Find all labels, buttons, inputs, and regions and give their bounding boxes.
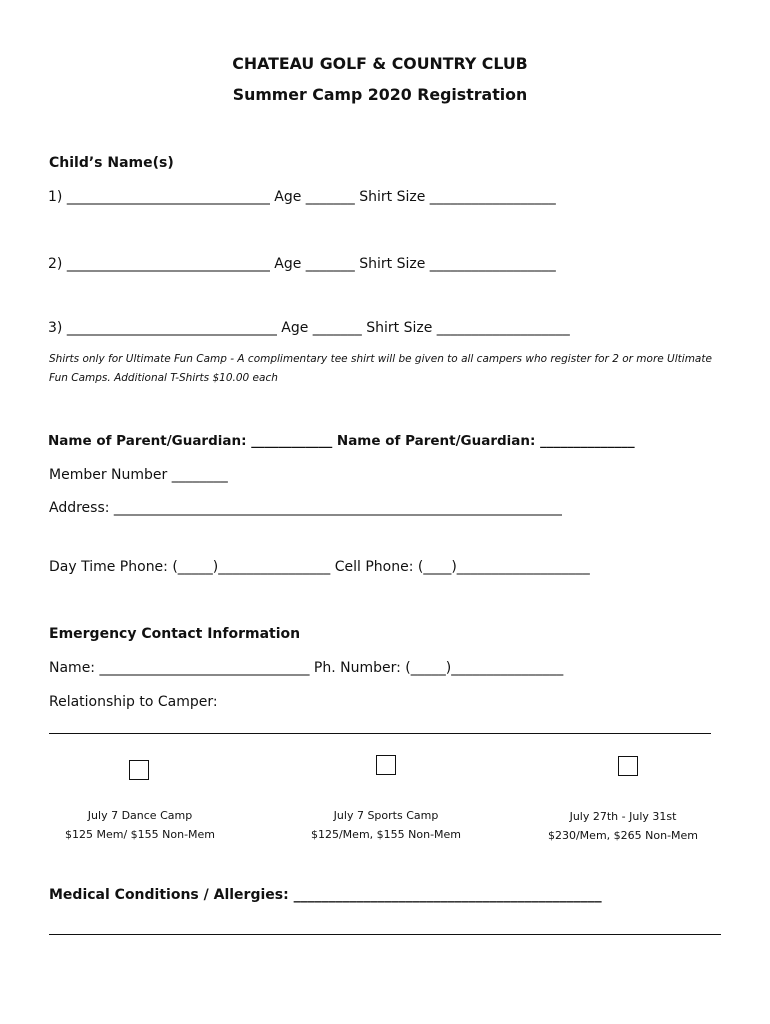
member-number-field[interactable]: Member Number ________ (49, 467, 228, 483)
camp-sports (286, 806, 486, 844)
club-title: CHATEAU GOLF & COUNTRY CLUB (232, 54, 528, 73)
camp-dance (40, 806, 240, 844)
child-names-heading: Child’s Name(s) (49, 155, 174, 171)
emergency-name-field[interactable]: Name: ______________________________ Ph. Number: (_____)________________ (49, 660, 564, 676)
address-field[interactable]: Address: ________________________________________________________________ (49, 500, 562, 516)
camp-sports-name: July 7 Sports Camp (333, 809, 439, 822)
camp-july-27-price: $230/Mem, $265 Non-Mem (547, 829, 699, 842)
sports-camp-checkbox[interactable] (376, 755, 396, 775)
camp-july-27-name: July 27th - July 31st (569, 810, 677, 823)
child-row-3[interactable]: 3) ______________________________ Age _______ Shirt Size ___________________ (48, 320, 570, 336)
phone-fields[interactable]: Day Time Phone: (_____)________________ Cell Phone: (____)___________________ (49, 559, 590, 575)
dance-camp-checkbox[interactable] (129, 760, 149, 780)
relationship-line[interactable] (49, 733, 711, 734)
shirt-note-line-1: Shirts only for Ultimate Fun Camp - A complimentary tee shirt will be given to all campers who register for 2 or more Ultimate (49, 353, 712, 365)
medical-conditions-field[interactable]: Medical Conditions / Allergies: ____________________________________________ (49, 887, 602, 903)
relationship-label: Relationship to Camper: (49, 694, 218, 710)
medical-extra-line[interactable] (49, 934, 721, 935)
camp-sports-price: $125/Mem, $155 Non-Mem (310, 828, 462, 841)
camp-dance-name: July 7 Dance Camp (87, 809, 193, 822)
child-row-2[interactable]: 2) _____________________________ Age _______ Shirt Size __________________ (48, 256, 556, 272)
july-27-camp-checkbox[interactable] (618, 756, 638, 776)
child-row-1[interactable]: 1) _____________________________ Age _______ Shirt Size __________________ (48, 189, 556, 205)
emergency-heading: Emergency Contact Information (49, 626, 301, 642)
shirt-note-line-2: Fun Camps. Additional T-Shirts $10.00 each (49, 372, 278, 384)
camp-july-27 (523, 807, 723, 845)
parent-guardian-line[interactable]: Name of Parent/Guardian: ____________ Name of Parent/Guardian: ______________ (48, 433, 635, 449)
form-subtitle: Summer Camp 2020 Registration (232, 85, 528, 104)
camp-dance-price: $125 Mem/ $155 Non-Mem (64, 828, 216, 841)
